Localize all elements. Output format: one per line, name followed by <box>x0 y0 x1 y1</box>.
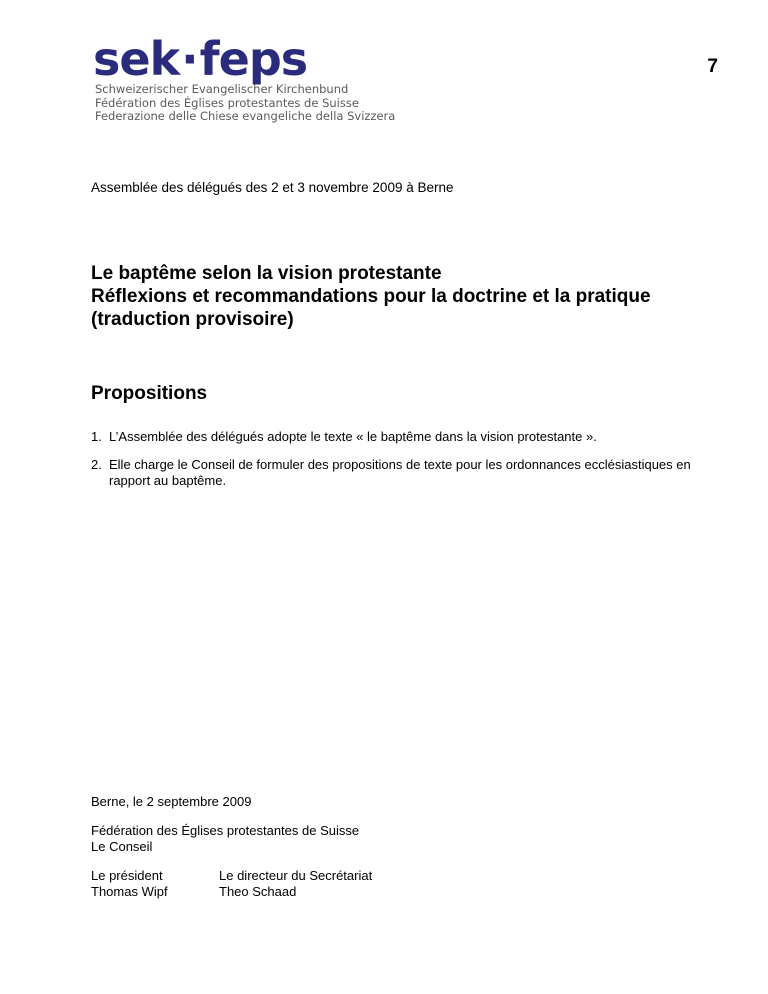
signatory <box>219 868 439 900</box>
logo-line-fr: Fédération des Églises protestantes de Suisse <box>95 95 359 110</box>
title-line: Réflexions et recommandations pour la doctrine et la pratique <box>91 286 651 307</box>
org-name: Fédération des Églises protestantes de Suisse <box>91 823 360 838</box>
item-number: 1. <box>91 429 102 444</box>
logo-subtitle <box>95 83 395 124</box>
organization-block <box>91 823 359 855</box>
logo-line-it: Federazione delle Chiese evangeliche della Svizzera <box>95 109 396 123</box>
signatory-name: Thomas Wipf <box>91 884 168 899</box>
document-title <box>91 262 731 331</box>
list-item <box>91 457 711 489</box>
signatory-role: Le président <box>91 868 163 883</box>
signatures <box>91 868 439 900</box>
logo-wordmark <box>93 32 308 86</box>
signatory <box>91 868 219 900</box>
section-heading: Propositions <box>91 383 208 404</box>
list-item <box>91 429 711 445</box>
title-line: Le baptême selon la vision protestante <box>91 263 442 284</box>
org-body: Le Conseil <box>91 839 153 854</box>
logo-part-sek: sek <box>93 32 180 86</box>
item-text: L’Assemblée des délégués adopte le texte « le baptême dans la vision protestante ». <box>109 429 597 444</box>
item-text: Elle charge le Conseil de formuler des propositions de texte pour les ordonnances ecclésiastiques en rapport au baptême. <box>109 457 691 488</box>
logo-separator: · <box>181 32 198 86</box>
page-number: 7 <box>707 56 718 77</box>
title-line: (traduction provisoire) <box>91 309 294 330</box>
propositions-list <box>91 429 711 501</box>
meeting-line: Assemblée des délégués des 2 et 3 novembre 2009 à Berne <box>91 180 454 195</box>
signatory-name: Theo Schaad <box>219 884 297 899</box>
logo-line-de: Schweizerischer Evangelischer Kirchenbund <box>95 82 349 96</box>
logo-part-feps: feps <box>199 32 308 86</box>
date-line: Berne, le 2 septembre 2009 <box>91 794 252 809</box>
signatory-role: Le directeur du Secrétariat <box>219 868 373 883</box>
item-number: 2. <box>91 457 102 472</box>
